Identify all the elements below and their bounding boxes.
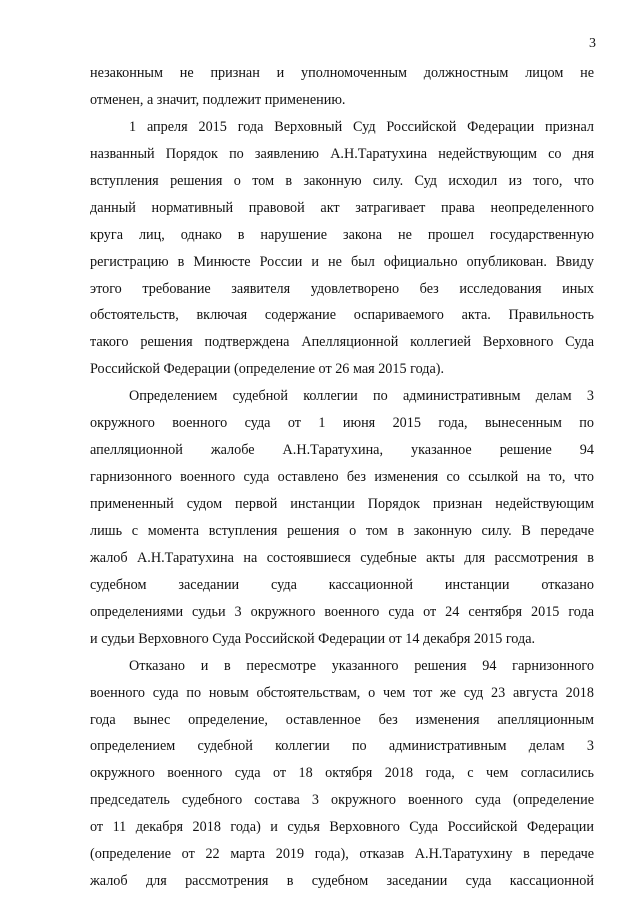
text-line: года вынес определение, оставленное без изменения апелляционным xyxy=(90,711,594,728)
text-line: от 11 декабря 2018 года) и судья Верховного Суда Российской Федерации xyxy=(90,819,594,836)
text-line: примененный судом первой инстанции Порядок признан недействующим xyxy=(90,496,594,512)
text-line: Определением судебной коллегии по административным делам 3 xyxy=(129,388,594,405)
text-line: жалоб А.Н.Таратухина на состоявшиеся судебные акты для рассмотрения в xyxy=(90,549,594,566)
page-number: 3 xyxy=(589,36,596,51)
text-line: и судьи Верховного Суда Российской Федерации от 14 декабря 2015 года. xyxy=(90,630,536,647)
text-line: круга лиц, однако в нарушение закона не прошел государственную xyxy=(90,226,594,243)
text-line: определениями судьи 3 окружного военного суда от 24 сентября 2015 года xyxy=(90,603,594,620)
text-line: обстоятельств, включая содержание оспариваемого акта. Правильность xyxy=(90,307,594,324)
text-line: лишь с момента вступления решения о том в законную силу. В передаче xyxy=(90,522,594,539)
text-line: названный Порядок по заявлению А.Н.Таратухина недействующим со дня xyxy=(90,145,594,162)
paragraph-continuation xyxy=(90,60,594,114)
text-line: регистрацию в Минюсте России и не был официально опубликован. Ввиду xyxy=(90,253,594,270)
paragraph-review-refusal xyxy=(90,653,594,895)
text-line: судебном заседании суда кассационной инстанции отказано xyxy=(90,576,594,593)
text-line: незаконным не признан и уполномоченным должностным лицом не xyxy=(90,65,594,81)
text-line: вступления решения о том в законную силу. Суд исходил из того, что xyxy=(90,172,594,189)
paragraph-appeal-determination xyxy=(90,383,594,652)
text-line: этого требование заявителя удовлетворено без исследования иных xyxy=(90,280,594,297)
paragraph-supreme-court-ruling xyxy=(90,114,594,383)
text-line: военного суда по новым обстоятельствам, о чем тот же суд 23 августа 2018 xyxy=(90,684,594,701)
text-line: (определение от 22 марта 2019 года), отказав А.Н.Таратухину в передаче xyxy=(90,846,594,863)
text-line: 1 апреля 2015 года Верховный Суд Российской Федерации признал xyxy=(129,118,594,135)
text-line: отменен, а значит, подлежит применению. xyxy=(90,91,346,108)
text-line: определением судебной коллегии по административным делам 3 xyxy=(90,738,594,755)
text-line: окружного военного суда от 18 октября 2018 года, с чем согласились xyxy=(90,765,594,782)
text-line: апелляционной жалобе А.Н.Таратухина, указанное решение 94 xyxy=(90,442,594,459)
text-line: жалоб для рассмотрения в судебном заседании суда кассационной xyxy=(90,873,594,890)
text-line: Российской Федерации (определение от 26 мая 2015 года). xyxy=(90,361,445,378)
document-body xyxy=(90,60,594,895)
text-line: Отказано и в пересмотре указанного решения 94 гарнизонного xyxy=(129,657,594,674)
text-line: гарнизонного военного суда оставлено без изменения со ссылкой на то, что xyxy=(90,469,594,486)
text-line: такого решения подтверждена Апелляционной коллегией Верховного Суда xyxy=(90,334,594,351)
text-line: данный нормативный правовой акт затрагивает права неопределенного xyxy=(90,199,594,216)
text-line: председатель судебного состава 3 окружного военного суда (определение xyxy=(90,792,594,809)
text-line: окружного военного суда от 1 июня 2015 года, вынесенным по xyxy=(90,415,594,432)
